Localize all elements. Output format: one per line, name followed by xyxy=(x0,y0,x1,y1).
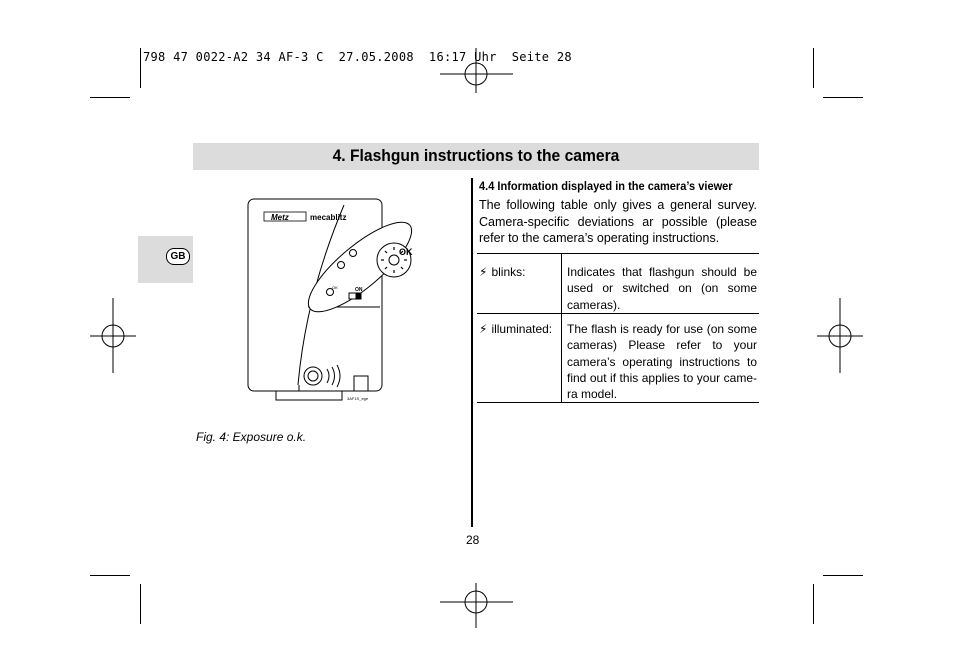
figure-caption: Fig. 4: Exposure o.k. xyxy=(196,430,307,444)
product-name: mecablitz xyxy=(310,213,347,222)
figure-code: 3AF1S_ege xyxy=(347,396,369,401)
small-ok-label: OK xyxy=(332,285,338,290)
page-number: 28 xyxy=(466,533,480,547)
intro-paragraph: The following table only gives a general survey. Camera-specific deviations ar possible (please refer to the camera’s operating instructions. xyxy=(479,198,757,245)
page-title: 4. Flashgun instructions to the camera xyxy=(332,146,620,165)
metz-logo: Metz xyxy=(271,213,289,222)
ok-indicator-label: OK xyxy=(399,247,413,257)
print-slug: 798 47 0022-A2 34 AF-3 C 27.05.2008 16:17 Uhr Seite 28 xyxy=(143,50,572,64)
table-top-rule xyxy=(477,253,759,254)
language-tab xyxy=(138,236,193,283)
section-heading: 4.4 Information displayed in the camera’s viewer xyxy=(479,179,733,193)
flash-bolt-icon: ⚡ xyxy=(479,265,488,279)
flash-unit-figure xyxy=(244,195,434,410)
table-column-rule xyxy=(561,253,562,402)
column-divider xyxy=(471,178,473,527)
table-row-label: ⚡ illuminated: xyxy=(479,322,553,336)
table-row-label: ⚡ blinks: xyxy=(479,265,526,279)
on-switch-label: ON xyxy=(355,287,363,293)
table-row-description: The flash is ready for use (on some cameras) Please refer to your camera’s operating instructions to find out if this applies to your came-ra model. xyxy=(567,322,757,402)
table-row-rule xyxy=(477,313,759,314)
flash-bolt-icon: ⚡ xyxy=(479,322,488,336)
title-bar xyxy=(193,143,759,170)
table-row-description: Indicates that flashgun should be used or switched on (on some cameras). xyxy=(567,265,757,312)
language-badge: GB xyxy=(166,248,190,265)
